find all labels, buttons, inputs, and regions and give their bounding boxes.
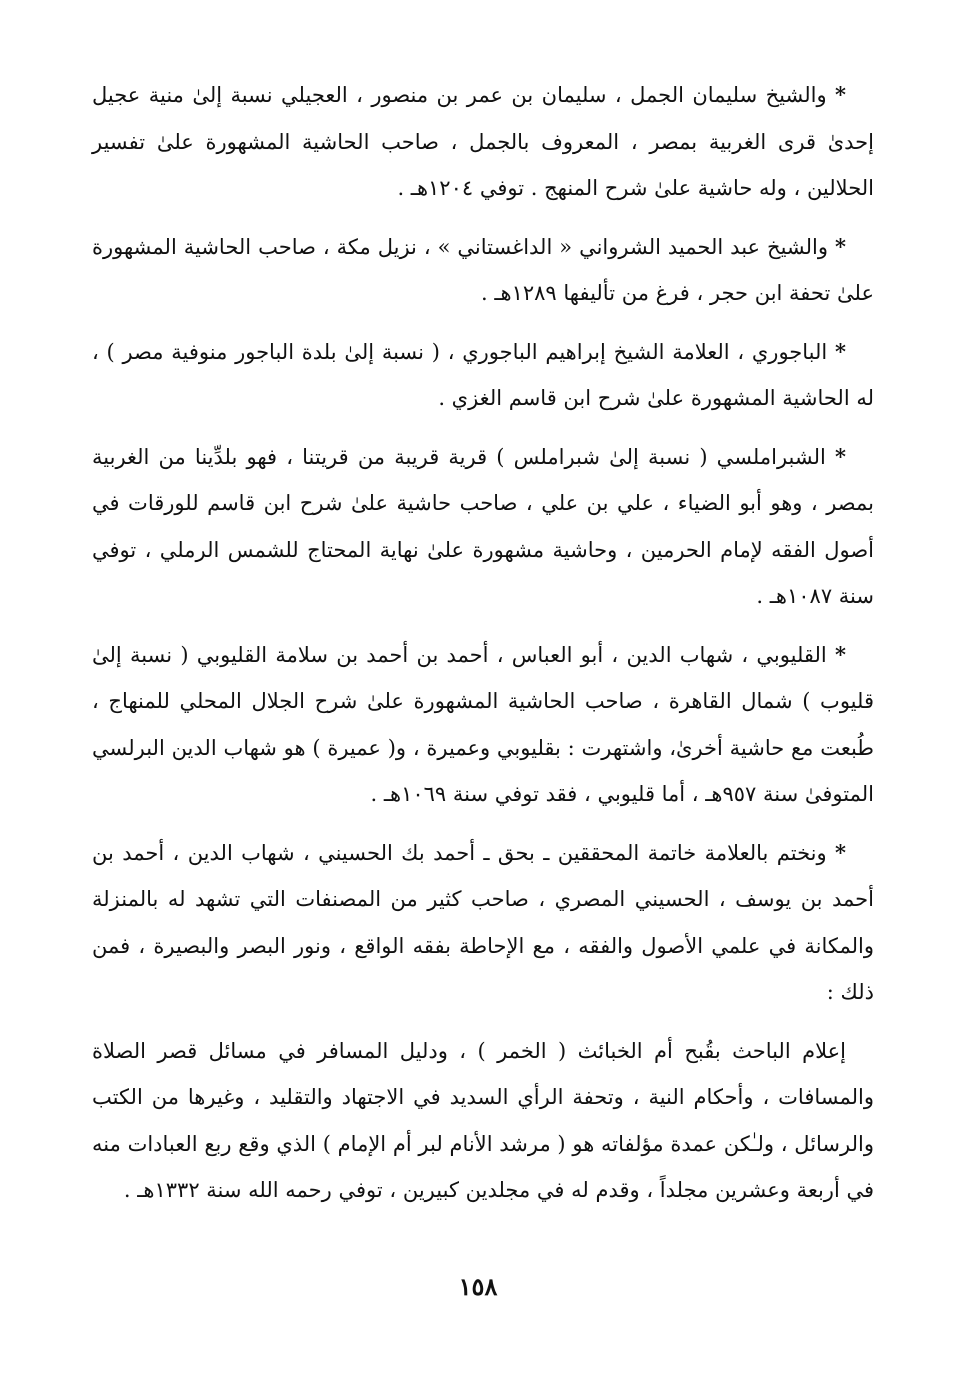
paragraph-text: والشيخ عبد الحميد الشرواني « الداغستاني » ، نزيل مكة ، صاحب الحاشية المشهورة علىٰ تحفة ابن حجر ، فرغ من تأليفها ١٢٨٩هـ . [92, 234, 874, 305]
paragraph-text: الشبراملسي ( نسبة إلىٰ شبراملس ) قرية قريبة من قريتنا ، فهو بلدِّينا من الغربية بمصر ، وهو أبو الضياء ، علي بن علي ، صاحب حاشية علىٰ شرح ابن قاسم للورقات في أصول الفقه لإمام الحرمين ، وحاشية مشهورة علىٰ نهاية المحتاج للشمس الرملي ، توفي سنة ١٠٨٧هـ . [92, 444, 874, 608]
page-number: ١٥٨ [458, 1272, 498, 1301]
paragraph-al-qalyubi [92, 632, 874, 818]
page-body [92, 72, 874, 1226]
paragraph-text: القليوبي ، شهاب الدين ، أبو العباس ، أحمد بن أحمد بن سلامة القليوبي ( نسبة إلىٰ قليوب ) شمال القاهرة ، صاحب الحاشية المشهورة علىٰ شرح الجلال المحلي للمنهاج ، طُبعت مع حاشية أخرىٰ، واشتهرت : بقليوبي وعميرة ، و( عميرة ) هو شهاب الدين البرلسي المتوفىٰ سنة ٩٥٧هـ ، أما قليوبي ، فقد توفي سنة ١٠٦٩هـ . [92, 642, 874, 806]
paragraph-text: الباجوري ، العلامة الشيخ إبراهيم الباجوري ، ( نسبة إلىٰ بلدة الباجور منوفية مصر ) ، له الحاشية المشهورة علىٰ شرح ابن قاسم الغزي . [92, 339, 874, 410]
paragraph-al-sharwani [92, 224, 874, 317]
paragraph-sulayman-al-jamal [92, 72, 874, 212]
bullet-star: * [835, 839, 846, 865]
paragraph-text: إعلام الباحث بقُبح أم الخبائث ( الخمر ) ، ودليل المسافر في مسائل قصر الصلاة والمسافات ، وأحكام النية ، وتحفة الرأي السديد في الاجتهاد والتقليد ، وغيرها من الكتب والرسائل ، ولـٰكن عمدة مؤلفاته هو ( مرشد الأنام لبر أم الإمام ) الذي وقع ربع العبادات منه في أربعة وعشرين مجلداً ، وقدم له في مجلدين كبيرين ، توفي رحمه الله سنة ١٣٣٢هـ . [92, 1038, 874, 1202]
paragraph-works-list [92, 1028, 874, 1214]
paragraph-ahmad-bek-al-husayni [92, 830, 874, 1016]
paragraph-al-bajuri [92, 329, 874, 422]
paragraph-text: ونختم بالعلامة خاتمة المحققين ـ بحق ـ أحمد بك الحسيني ، شهاب الدين ، أحمد بن أحمد بن يوسف ، الحسيني المصري ، صاحب كثير من المصنفات التي تشهد له بالمنزلة والمكانة في علمي الأصول والفقه ، مع الإحاطة بفقه الواقع ، ونور البصر والبصيرة ، فمن ذلك : [92, 840, 874, 1004]
bullet-star: * [835, 641, 846, 667]
bullet-star: * [835, 443, 846, 469]
paragraph-al-shabramallisi [92, 434, 874, 620]
bullet-star: * [835, 233, 846, 259]
bullet-star: * [835, 338, 846, 364]
bullet-star: * [835, 82, 846, 107]
paragraph-text: والشيخ سليمان الجمل ، سليمان بن عمر بن منصور ، العجيلي نسبة إلىٰ منية عجيل إحدىٰ قرى الغربية بمصر ، المعروف بالجمل ، صاحب الحاشية المشهورة علىٰ تفسير الحلالين ، وله حاشية علىٰ شرح المنهج . توفي ١٢٠٤هـ . [92, 83, 874, 200]
